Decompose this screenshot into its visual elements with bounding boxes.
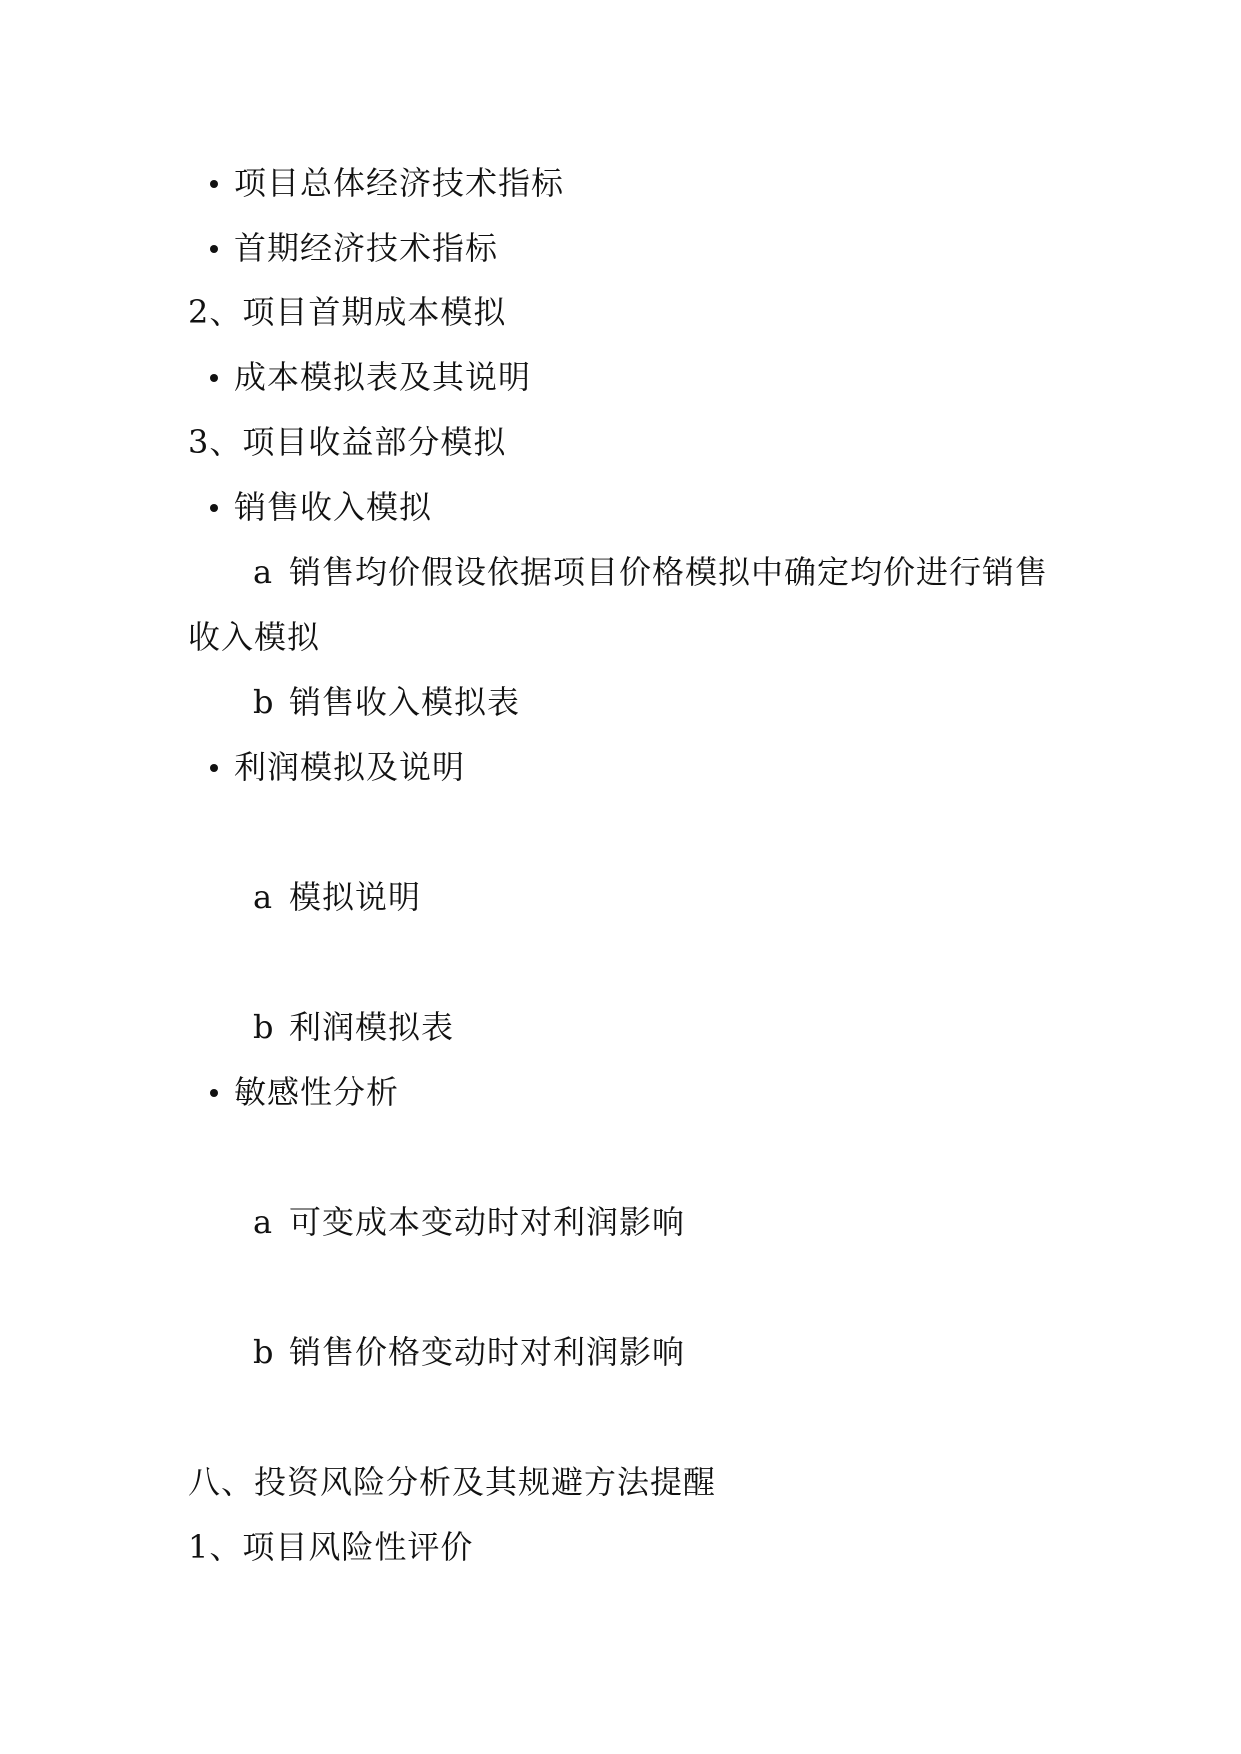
- bullet-dot-icon: [210, 764, 218, 772]
- sub-item-marker: a: [253, 878, 274, 916]
- list-item-text: 首期经济技术指标: [234, 229, 499, 267]
- bullet-dot-icon: [210, 245, 218, 253]
- sub-item-profit-table: [253, 1007, 454, 1047]
- sub-item-sales-revenue-table: [253, 682, 520, 722]
- bullet-item-overall-indicators: [210, 163, 564, 203]
- sub-item-sales-price-basis: [253, 552, 1048, 592]
- sub-item-sales-price-impact: [253, 1332, 685, 1372]
- paragraph-continuation: 收入模拟: [188, 618, 321, 656]
- bullet-item-phase1-indicators: [210, 228, 498, 268]
- list-item-text: 销售收入模拟: [234, 488, 433, 526]
- sub-item-marker: a: [253, 553, 274, 591]
- list-item-text: 成本模拟表及其说明: [234, 358, 532, 396]
- bullet-dot-icon: [210, 180, 218, 188]
- sub-item-text: 销售收入模拟表: [289, 683, 521, 721]
- bullet-item-profit-simulation: [210, 747, 465, 787]
- sub-item-text: 可变成本变动时对利润影响: [289, 1203, 686, 1241]
- sub-item-marker: a: [253, 1203, 274, 1241]
- bullet-item-sensitivity-analysis: [210, 1072, 399, 1112]
- list-item-text: 利润模拟及说明: [234, 748, 466, 786]
- section-heading-revenue-simulation: 3、项目收益部分模拟: [188, 423, 507, 461]
- sub-item-text: 利润模拟表: [289, 1008, 455, 1046]
- sub-item-marker: b: [253, 683, 275, 721]
- bullet-item-cost-table: [210, 357, 531, 397]
- sub-item-text: 销售价格变动时对利润影响: [289, 1333, 686, 1371]
- bullet-item-sales-revenue: [210, 487, 432, 527]
- sub-item-marker: b: [253, 1333, 275, 1371]
- bullet-dot-icon: [210, 374, 218, 382]
- bullet-dot-icon: [210, 504, 218, 512]
- sub-item-simulation-note: [253, 877, 421, 917]
- chapter-heading-investment-risk: 八、投资风险分析及其规避方法提醒: [188, 1463, 717, 1501]
- sub-item-variable-cost-impact: [253, 1202, 685, 1242]
- sub-item-marker: b: [253, 1008, 275, 1046]
- section-heading-cost-simulation: 2、项目首期成本模拟: [188, 293, 507, 331]
- sub-item-text: 模拟说明: [289, 878, 422, 916]
- list-item-text: 敏感性分析: [234, 1073, 400, 1111]
- bullet-dot-icon: [210, 1089, 218, 1097]
- section-heading-risk-evaluation: 1、项目风险性评价: [188, 1528, 474, 1566]
- sub-item-text: 销售均价假设依据项目价格模拟中确定均价进行销售: [289, 553, 1049, 591]
- list-item-text: 项目总体经济技术指标: [234, 164, 565, 202]
